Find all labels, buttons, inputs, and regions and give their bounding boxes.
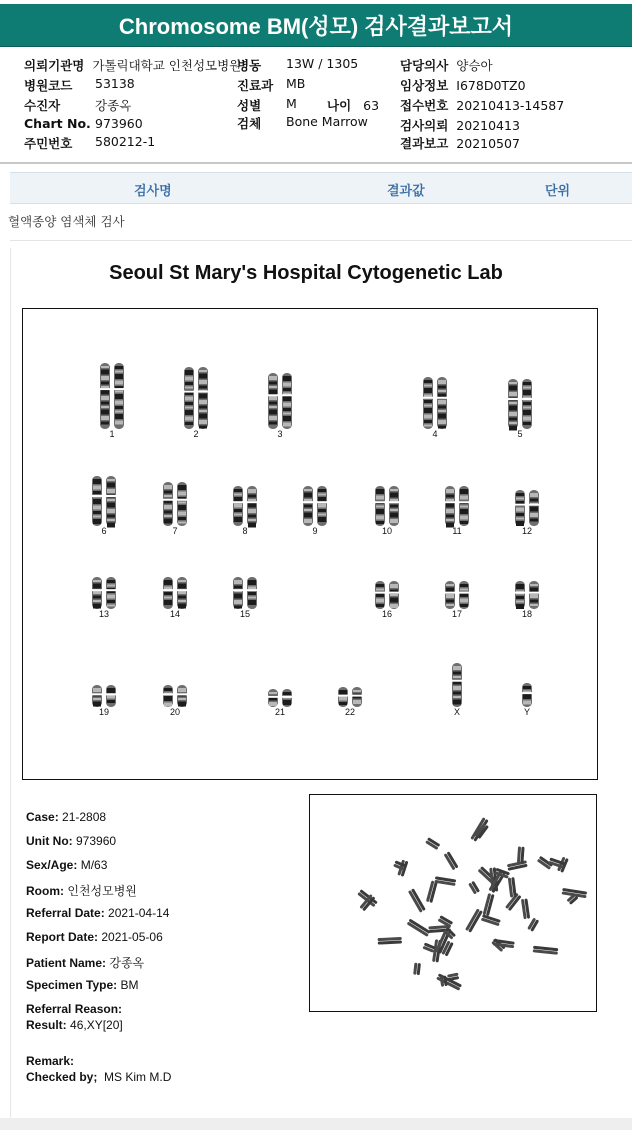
chromosome-pair-6 [92, 476, 117, 528]
code-field [24, 76, 72, 94]
result-line [26, 1018, 123, 1032]
chromosome-label-9: 9 [312, 526, 318, 536]
patient-name-label: Patient Name: [26, 956, 107, 970]
cytogenetic-report [10, 248, 632, 1118]
karyotype-image [23, 309, 597, 779]
chart-label-text: Chart No. [24, 116, 91, 131]
specimen-type-line [26, 978, 138, 992]
chromosome-pair-4 [423, 377, 448, 429]
checked-value: MS Kim M.D [104, 1070, 172, 1084]
patient-info-panel [0, 56, 632, 156]
remark-line [26, 1054, 74, 1068]
specimen-value: Bone Marrow [286, 114, 368, 129]
chromosome-pair-12 [515, 490, 540, 526]
hospital-value: 가톨릭대학교 인천성모병원 [92, 58, 242, 73]
receipt-field [400, 96, 564, 114]
referral-date-label: Referral Date: [26, 906, 105, 920]
chromosome-pair-10 [375, 486, 400, 526]
remark-label: Remark: [26, 1054, 75, 1068]
dept-label-text: 진료과 [237, 78, 274, 93]
col-unit: 단위 [545, 184, 571, 199]
metaphase-chromosome [407, 919, 431, 937]
doctor-label: 담당의사 [400, 58, 449, 73]
test-name-cell: 혈액종양 염색체 검사 [8, 214, 125, 229]
age-label: 나이 [327, 98, 352, 113]
chromosome-pair-7 [163, 482, 188, 526]
hospital-label: 의뢰기관명 [24, 58, 85, 73]
metaphase-panel [309, 794, 597, 1012]
chromosome-label-11: 11 [452, 526, 462, 536]
request-label: 검사의뢰 [400, 118, 449, 133]
table-divider [10, 240, 632, 241]
chromosome-pair-1 [100, 363, 125, 429]
chromosome-label-14: 14 [169, 609, 181, 619]
clinical-value: I678D0TZ0 [456, 78, 526, 93]
chromosome-label-Y: Y [523, 707, 531, 717]
patient-value: 강종옥 [95, 98, 132, 113]
room-line [26, 882, 137, 899]
chromosome-pair-19 [92, 685, 117, 707]
metaphase-chromosome [425, 837, 440, 850]
referral-reason-label: Referral Reason: [26, 1002, 123, 1016]
metaphase-chromosome [508, 877, 517, 898]
age-value: 63 [363, 98, 380, 113]
chromosome-pair-X [452, 663, 463, 707]
result-label: Result: [26, 1018, 67, 1032]
chromosome-label-19: 19 [98, 707, 110, 717]
checked-label: Checked by; [26, 1070, 98, 1084]
metaphase-chromosome [481, 914, 501, 926]
report-title-bar [0, 4, 632, 46]
chromosome-pair-13 [92, 577, 117, 609]
receipt-label: 접수번호 [400, 98, 449, 113]
hospital-field [24, 56, 241, 74]
sexage-line [26, 858, 107, 872]
dept-label [237, 76, 273, 94]
case-line [26, 810, 106, 824]
id-label [24, 134, 72, 152]
ward-label: 병동 [237, 58, 262, 73]
report-date-line [26, 930, 163, 944]
chromosome-label-21: 21 [274, 707, 286, 717]
request-field [400, 116, 520, 134]
metaphase-chromosome [408, 888, 426, 913]
chromosome-pair-9 [303, 486, 328, 526]
request-value: 20210413 [456, 118, 520, 133]
chromosome-label-17: 17 [451, 609, 463, 619]
chromosome-label-2: 2 [193, 429, 199, 439]
chromosome-label-18: 18 [521, 609, 533, 619]
chromosome-pair-5 [508, 379, 533, 431]
patient-name-value: 강종옥 [109, 956, 145, 970]
metaphase-chromosome [468, 881, 480, 895]
metaphase-chromosome [465, 908, 483, 932]
chromosome-label-3: 3 [277, 429, 283, 439]
unit-label: Unit No: [26, 834, 73, 848]
patient-name-line [26, 954, 144, 971]
room-label: Room: [26, 884, 64, 898]
doctor-field [400, 56, 493, 74]
dept-value: MB [286, 76, 306, 91]
chromosome-label-15: 15 [239, 609, 251, 619]
metaphase-chromosome [527, 918, 539, 932]
chart-label [24, 116, 91, 131]
checked-line [26, 1070, 171, 1084]
chromosome-label-1: 1 [109, 429, 115, 439]
sexage-value: M/63 [80, 858, 108, 872]
chromosome-label-20: 20 [169, 707, 181, 717]
report-date-value: 2021-05-06 [101, 930, 163, 944]
chromosome-pair-3 [268, 373, 293, 429]
patient-label [24, 96, 60, 114]
specimen-label-text: 검체 [237, 116, 262, 131]
chromosome-pair-21 [268, 689, 293, 707]
receipt-value: 20210413-14587 [456, 98, 565, 113]
chromosome-label-4: 4 [432, 429, 438, 439]
metaphase-chromosome [434, 876, 456, 886]
report-date-label: Report Date: [26, 930, 99, 944]
metaphase-chromosome [444, 851, 459, 870]
chromosome-pair-11 [445, 486, 470, 528]
doctor-value: 양승아 [456, 58, 493, 73]
unit-line [26, 834, 116, 848]
metaphase-chromosome [426, 880, 438, 903]
specimen-label [237, 114, 261, 132]
chart-value: 973960 [95, 116, 143, 131]
metaphase-chromosome [517, 846, 525, 863]
chromosome-label-7: 7 [172, 526, 178, 536]
chromosome-pair-16 [375, 581, 400, 609]
metaphase-chromosome [378, 937, 402, 945]
chromosome-pair-20 [163, 685, 188, 707]
chromosome-label-5: 5 [517, 429, 523, 439]
chromosome-pair-8 [233, 486, 258, 528]
result-table-header [10, 172, 632, 204]
referral-reason-line [26, 1002, 122, 1016]
metaphase-chromosome [521, 898, 530, 919]
code-value: 53138 [95, 76, 135, 91]
case-value: 21-2808 [62, 810, 107, 824]
metaphase-image [310, 795, 596, 1011]
metaphase-chromosome [533, 946, 559, 955]
chromosome-pair-15 [233, 577, 258, 609]
result-value: 46,XY[20] [70, 1018, 123, 1032]
col-test-name: 검사명 [134, 184, 172, 199]
code-label: 병원코드 [24, 78, 73, 93]
chromosome-label-8: 8 [242, 526, 248, 536]
ward-field [237, 56, 261, 74]
report-label: 결과보고 [400, 136, 449, 151]
unit-value: 973960 [76, 834, 117, 848]
chromosome-pair-18 [515, 581, 540, 609]
room-value: 인천성모병원 [67, 884, 137, 898]
sex-value: M [286, 96, 297, 111]
chromosome-pair-22 [338, 687, 363, 707]
clinical-field [400, 76, 526, 94]
report-value: 20210507 [456, 136, 520, 151]
referral-date-line [26, 906, 169, 920]
patient-label-text: 수진자 [24, 98, 61, 113]
report-field [400, 134, 520, 152]
specimen-type-label: Specimen Type: [26, 978, 118, 992]
chromosome-label-12: 12 [521, 526, 533, 536]
case-label: Case: [26, 810, 59, 824]
chromosome-label-10: 10 [381, 526, 393, 536]
metaphase-chromosome [422, 942, 435, 952]
id-label-text: 주민번호 [24, 136, 73, 151]
metaphase-chromosome [447, 973, 459, 982]
col-result: 결과값 [387, 184, 425, 199]
chromosome-label-22: 22 [344, 707, 356, 717]
chromosome-label-6: 6 [101, 526, 107, 536]
bottom-strip [0, 1118, 632, 1130]
chromosome-label-16: 16 [381, 609, 393, 619]
referral-date-value: 2021-04-14 [108, 906, 170, 920]
karyotype-panel [22, 308, 598, 780]
report-title: Chromosome BM(성모) 검사결과보고서 [118, 13, 514, 39]
chromosome-pair-14 [163, 577, 188, 609]
sexage-label: Sex/Age: [26, 858, 78, 872]
divider [0, 162, 632, 164]
sex-label [237, 96, 261, 114]
lab-title: Seoul St Mary's Hospital Cytogenetic Lab [109, 262, 503, 284]
specimen-type-value: BM [120, 978, 139, 992]
metaphase-chromosome [505, 893, 522, 912]
id-value: 580212-1 [95, 134, 156, 149]
age-field [327, 96, 379, 114]
clinical-label: 임상정보 [400, 78, 449, 93]
metaphase-chromosome [413, 963, 421, 976]
ward-value: 13W / 1305 [286, 56, 359, 71]
chromosome-label-X: X [453, 707, 461, 717]
chromosome-pair-2 [184, 367, 209, 429]
sex-label-text: 성별 [237, 98, 262, 113]
metaphase-chromosome [483, 893, 495, 916]
chromosome-pair-17 [445, 581, 470, 609]
chromosome-pair-Y [522, 683, 533, 707]
chromosome-label-13: 13 [98, 609, 110, 619]
